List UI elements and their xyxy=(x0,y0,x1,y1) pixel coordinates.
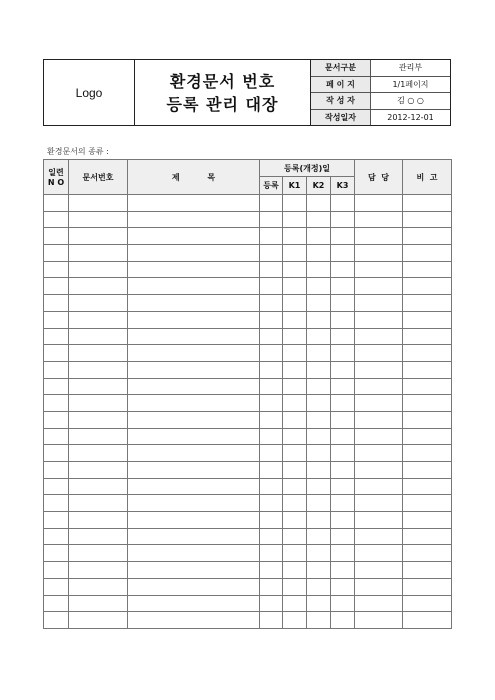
table-cell xyxy=(355,528,403,545)
register-table xyxy=(43,159,452,629)
table-cell xyxy=(403,311,452,328)
table-cell xyxy=(128,595,260,612)
table-cell xyxy=(260,195,283,212)
col-k2: K2 xyxy=(307,177,331,195)
table-cell xyxy=(283,478,307,495)
table-cell xyxy=(260,361,283,378)
table-cell xyxy=(331,345,355,362)
table-cell xyxy=(44,195,69,212)
table-cell xyxy=(403,545,452,562)
col-doc-number: 문서번호 xyxy=(69,160,128,195)
table-cell xyxy=(283,512,307,529)
table-cell xyxy=(403,345,452,362)
table-cell xyxy=(331,445,355,462)
table-cell xyxy=(403,295,452,312)
table-cell xyxy=(44,211,69,228)
table-cell xyxy=(44,278,69,295)
table-cell xyxy=(307,595,331,612)
table-cell xyxy=(260,445,283,462)
table-cell xyxy=(283,228,307,245)
table-cell xyxy=(283,345,307,362)
meta-value: 관리부 xyxy=(398,63,423,73)
logo: Logo xyxy=(44,60,135,125)
table-cell xyxy=(44,395,69,412)
table-cell xyxy=(355,478,403,495)
col-k1: K1 xyxy=(283,177,307,195)
table-row xyxy=(44,311,452,328)
table-row xyxy=(44,428,452,445)
table-cell xyxy=(69,578,128,595)
table-row xyxy=(44,261,452,278)
table-cell xyxy=(355,495,403,512)
table-cell xyxy=(260,228,283,245)
register-rows xyxy=(44,195,452,629)
col-registration-group: 등록(개정)일 xyxy=(260,160,355,177)
table-cell xyxy=(69,445,128,462)
table-cell xyxy=(128,345,260,362)
table-cell xyxy=(69,595,128,612)
table-cell xyxy=(44,295,69,312)
table-cell xyxy=(307,245,331,262)
table-cell xyxy=(69,295,128,312)
table-cell xyxy=(307,445,331,462)
table-cell xyxy=(260,278,283,295)
table-cell xyxy=(307,378,331,395)
table-cell xyxy=(128,512,260,529)
table-cell xyxy=(331,495,355,512)
table-cell xyxy=(307,462,331,479)
table-cell xyxy=(403,445,452,462)
table-cell xyxy=(331,278,355,295)
meta-label: 작성일자 xyxy=(311,110,371,126)
table-cell xyxy=(283,395,307,412)
table-cell xyxy=(128,612,260,629)
table-cell xyxy=(355,445,403,462)
table-cell xyxy=(69,261,128,278)
table-cell xyxy=(260,211,283,228)
table-cell xyxy=(403,528,452,545)
table-cell xyxy=(355,361,403,378)
table-cell xyxy=(69,245,128,262)
table-cell xyxy=(260,495,283,512)
meta-table xyxy=(311,60,450,125)
table-cell xyxy=(307,512,331,529)
table-cell xyxy=(307,428,331,445)
table-cell xyxy=(355,545,403,562)
table-cell xyxy=(44,462,69,479)
table-cell xyxy=(355,245,403,262)
meta-row-date xyxy=(311,110,450,126)
table-cell xyxy=(69,345,128,362)
table-row xyxy=(44,295,452,312)
table-cell xyxy=(69,528,128,545)
table-cell xyxy=(44,545,69,562)
table-cell xyxy=(283,295,307,312)
table-cell xyxy=(331,411,355,428)
table-cell xyxy=(355,395,403,412)
table-cell xyxy=(44,512,69,529)
table-cell xyxy=(307,261,331,278)
table-cell xyxy=(283,211,307,228)
meta-label: 문서구분 xyxy=(311,60,371,76)
table-cell xyxy=(331,378,355,395)
table-row xyxy=(44,562,452,579)
table-cell xyxy=(128,495,260,512)
table-cell xyxy=(44,612,69,629)
table-cell xyxy=(128,328,260,345)
table-cell xyxy=(260,595,283,612)
table-cell xyxy=(355,428,403,445)
table-cell xyxy=(283,278,307,295)
table-cell xyxy=(403,395,452,412)
table-cell xyxy=(283,361,307,378)
table-cell xyxy=(355,228,403,245)
table-cell xyxy=(331,195,355,212)
table-row xyxy=(44,328,452,345)
table-cell xyxy=(283,195,307,212)
table-cell xyxy=(69,311,128,328)
table-cell xyxy=(260,428,283,445)
table-cell xyxy=(260,245,283,262)
table-cell xyxy=(128,445,260,462)
document-title xyxy=(135,60,311,125)
table-cell xyxy=(260,295,283,312)
table-cell xyxy=(283,612,307,629)
table-cell xyxy=(69,378,128,395)
table-cell xyxy=(260,562,283,579)
table-cell xyxy=(331,595,355,612)
col-owner: 담 당 xyxy=(355,160,403,195)
meta-label: 작 성 자 xyxy=(311,93,371,109)
meta-value: 김 ○ ○ xyxy=(397,96,424,106)
table-cell xyxy=(69,211,128,228)
table-cell xyxy=(69,278,128,295)
table-cell xyxy=(44,228,69,245)
table-cell xyxy=(128,528,260,545)
table-cell xyxy=(128,478,260,495)
table-cell xyxy=(403,612,452,629)
table-cell xyxy=(128,245,260,262)
table-cell xyxy=(128,361,260,378)
table-cell xyxy=(260,411,283,428)
table-cell xyxy=(403,278,452,295)
col-serial-no xyxy=(44,160,69,195)
table-cell xyxy=(69,478,128,495)
table-cell xyxy=(307,495,331,512)
table-cell xyxy=(355,578,403,595)
table-cell xyxy=(331,562,355,579)
table-cell xyxy=(307,345,331,362)
table-cell xyxy=(403,211,452,228)
table-cell xyxy=(331,261,355,278)
col-registered: 등록 xyxy=(260,177,283,195)
table-row xyxy=(44,378,452,395)
table-cell xyxy=(44,595,69,612)
title-line-2: 등록 관리 대장 xyxy=(166,94,279,114)
table-cell xyxy=(283,595,307,612)
table-cell xyxy=(260,462,283,479)
table-cell xyxy=(44,261,69,278)
table-cell xyxy=(283,245,307,262)
table-cell xyxy=(283,578,307,595)
table-cell xyxy=(128,211,260,228)
meta-row-page xyxy=(311,77,450,94)
table-cell xyxy=(283,562,307,579)
table-cell xyxy=(355,512,403,529)
table-cell xyxy=(331,328,355,345)
col-remarks: 비 고 xyxy=(403,160,452,195)
table-cell xyxy=(128,428,260,445)
table-cell xyxy=(44,495,69,512)
meta-row-category xyxy=(311,60,450,77)
table-cell xyxy=(283,545,307,562)
table-row xyxy=(44,245,452,262)
table-row xyxy=(44,211,452,228)
table-cell xyxy=(69,195,128,212)
table-cell xyxy=(307,195,331,212)
table-cell xyxy=(355,612,403,629)
table-cell xyxy=(128,462,260,479)
table-row xyxy=(44,578,452,595)
table-cell xyxy=(69,612,128,629)
table-cell xyxy=(403,428,452,445)
table-cell xyxy=(283,328,307,345)
meta-row-author xyxy=(311,93,450,110)
table-cell xyxy=(260,528,283,545)
table-cell xyxy=(331,211,355,228)
table-cell xyxy=(260,261,283,278)
table-cell xyxy=(260,578,283,595)
table-cell xyxy=(331,395,355,412)
table-cell xyxy=(260,328,283,345)
table-cell xyxy=(355,328,403,345)
table-cell xyxy=(403,328,452,345)
table-cell xyxy=(44,328,69,345)
table-cell xyxy=(283,261,307,278)
table-cell xyxy=(307,578,331,595)
table-row xyxy=(44,478,452,495)
table-cell xyxy=(44,578,69,595)
table-cell xyxy=(69,545,128,562)
title-line-1: 환경문서 번호 xyxy=(169,71,276,91)
table-cell xyxy=(331,478,355,495)
table-cell xyxy=(128,261,260,278)
table-row xyxy=(44,278,452,295)
table-cell xyxy=(355,311,403,328)
table-cell xyxy=(307,612,331,629)
table-cell xyxy=(307,211,331,228)
table-row xyxy=(44,595,452,612)
table-cell xyxy=(283,462,307,479)
table-cell xyxy=(403,512,452,529)
col-k3: K3 xyxy=(331,177,355,195)
table-cell xyxy=(260,478,283,495)
table-cell xyxy=(44,528,69,545)
col-serial-no-line1: 일련 xyxy=(48,168,64,177)
table-cell xyxy=(403,261,452,278)
table-cell xyxy=(355,261,403,278)
table-cell xyxy=(260,512,283,529)
table-cell xyxy=(69,328,128,345)
table-cell xyxy=(331,428,355,445)
table-cell xyxy=(331,361,355,378)
table-cell xyxy=(69,411,128,428)
table-cell xyxy=(44,428,69,445)
table-cell xyxy=(69,395,128,412)
table-cell xyxy=(260,612,283,629)
table-cell xyxy=(355,562,403,579)
table-cell xyxy=(403,462,452,479)
table-cell xyxy=(331,512,355,529)
table-cell xyxy=(355,595,403,612)
table-cell xyxy=(128,545,260,562)
table-row xyxy=(44,445,452,462)
table-cell xyxy=(128,395,260,412)
table-row xyxy=(44,462,452,479)
table-cell xyxy=(69,428,128,445)
table-row xyxy=(44,612,452,629)
table-cell xyxy=(69,495,128,512)
col-serial-no-line2: N O xyxy=(47,178,65,187)
table-cell xyxy=(331,311,355,328)
table-cell xyxy=(307,278,331,295)
table-row xyxy=(44,345,452,362)
meta-value: 2012-12-01 xyxy=(387,112,434,122)
table-cell xyxy=(355,462,403,479)
table-cell xyxy=(403,578,452,595)
table-cell xyxy=(128,578,260,595)
table-cell xyxy=(307,562,331,579)
table-cell xyxy=(69,562,128,579)
table-row xyxy=(44,361,452,378)
table-cell xyxy=(331,578,355,595)
table-cell xyxy=(69,462,128,479)
table-cell xyxy=(260,311,283,328)
table-cell xyxy=(307,411,331,428)
table-cell xyxy=(403,562,452,579)
table-cell xyxy=(283,378,307,395)
table-cell xyxy=(403,361,452,378)
table-cell xyxy=(355,295,403,312)
table-cell xyxy=(355,378,403,395)
table-cell xyxy=(44,411,69,428)
table-cell xyxy=(403,228,452,245)
table-cell xyxy=(307,228,331,245)
table-cell xyxy=(283,445,307,462)
table-cell xyxy=(128,311,260,328)
table-cell xyxy=(355,345,403,362)
table-cell xyxy=(69,512,128,529)
table-cell xyxy=(260,545,283,562)
table-cell xyxy=(69,361,128,378)
table-cell xyxy=(283,311,307,328)
table-cell xyxy=(128,295,260,312)
table-cell xyxy=(403,595,452,612)
table-row xyxy=(44,545,452,562)
table-cell xyxy=(331,528,355,545)
table-cell xyxy=(260,395,283,412)
table-cell xyxy=(44,478,69,495)
table-cell xyxy=(283,528,307,545)
table-cell xyxy=(44,378,69,395)
table-cell xyxy=(44,361,69,378)
table-row xyxy=(44,228,452,245)
table-row xyxy=(44,195,452,212)
meta-label: 페 이 지 xyxy=(311,77,371,93)
table-row xyxy=(44,528,452,545)
table-cell xyxy=(403,245,452,262)
table-cell xyxy=(403,411,452,428)
table-cell xyxy=(128,278,260,295)
table-cell xyxy=(307,545,331,562)
table-cell xyxy=(128,195,260,212)
table-cell xyxy=(307,295,331,312)
table-cell xyxy=(44,311,69,328)
table-cell xyxy=(283,495,307,512)
table-row xyxy=(44,495,452,512)
table-cell xyxy=(403,378,452,395)
table-row xyxy=(44,411,452,428)
table-cell xyxy=(283,411,307,428)
document-header xyxy=(43,59,451,126)
table-cell xyxy=(355,211,403,228)
table-cell xyxy=(331,245,355,262)
table-cell xyxy=(307,328,331,345)
table-cell xyxy=(307,528,331,545)
table-cell xyxy=(128,378,260,395)
table-cell xyxy=(331,612,355,629)
table-cell xyxy=(307,395,331,412)
table-row xyxy=(44,395,452,412)
col-title: 제 목 xyxy=(128,160,260,195)
doc-type-label: 환경문서의 종류 : xyxy=(47,147,109,156)
table-cell xyxy=(403,478,452,495)
table-cell xyxy=(260,345,283,362)
table-cell xyxy=(44,445,69,462)
table-cell xyxy=(307,311,331,328)
table-cell xyxy=(355,195,403,212)
table-cell xyxy=(128,411,260,428)
table-cell xyxy=(355,411,403,428)
table-cell xyxy=(403,195,452,212)
table-cell xyxy=(283,428,307,445)
table-cell xyxy=(355,278,403,295)
table-cell xyxy=(128,562,260,579)
table-row xyxy=(44,512,452,529)
table-cell xyxy=(331,295,355,312)
table-cell xyxy=(331,545,355,562)
table-cell xyxy=(44,345,69,362)
meta-value: 1/1페이지 xyxy=(392,79,429,89)
table-cell xyxy=(128,228,260,245)
table-cell xyxy=(44,562,69,579)
table-cell xyxy=(307,361,331,378)
table-cell xyxy=(260,378,283,395)
table-cell xyxy=(331,462,355,479)
table-cell xyxy=(69,228,128,245)
table-cell xyxy=(403,495,452,512)
table-cell xyxy=(331,228,355,245)
table-cell xyxy=(307,478,331,495)
table-cell xyxy=(44,245,69,262)
